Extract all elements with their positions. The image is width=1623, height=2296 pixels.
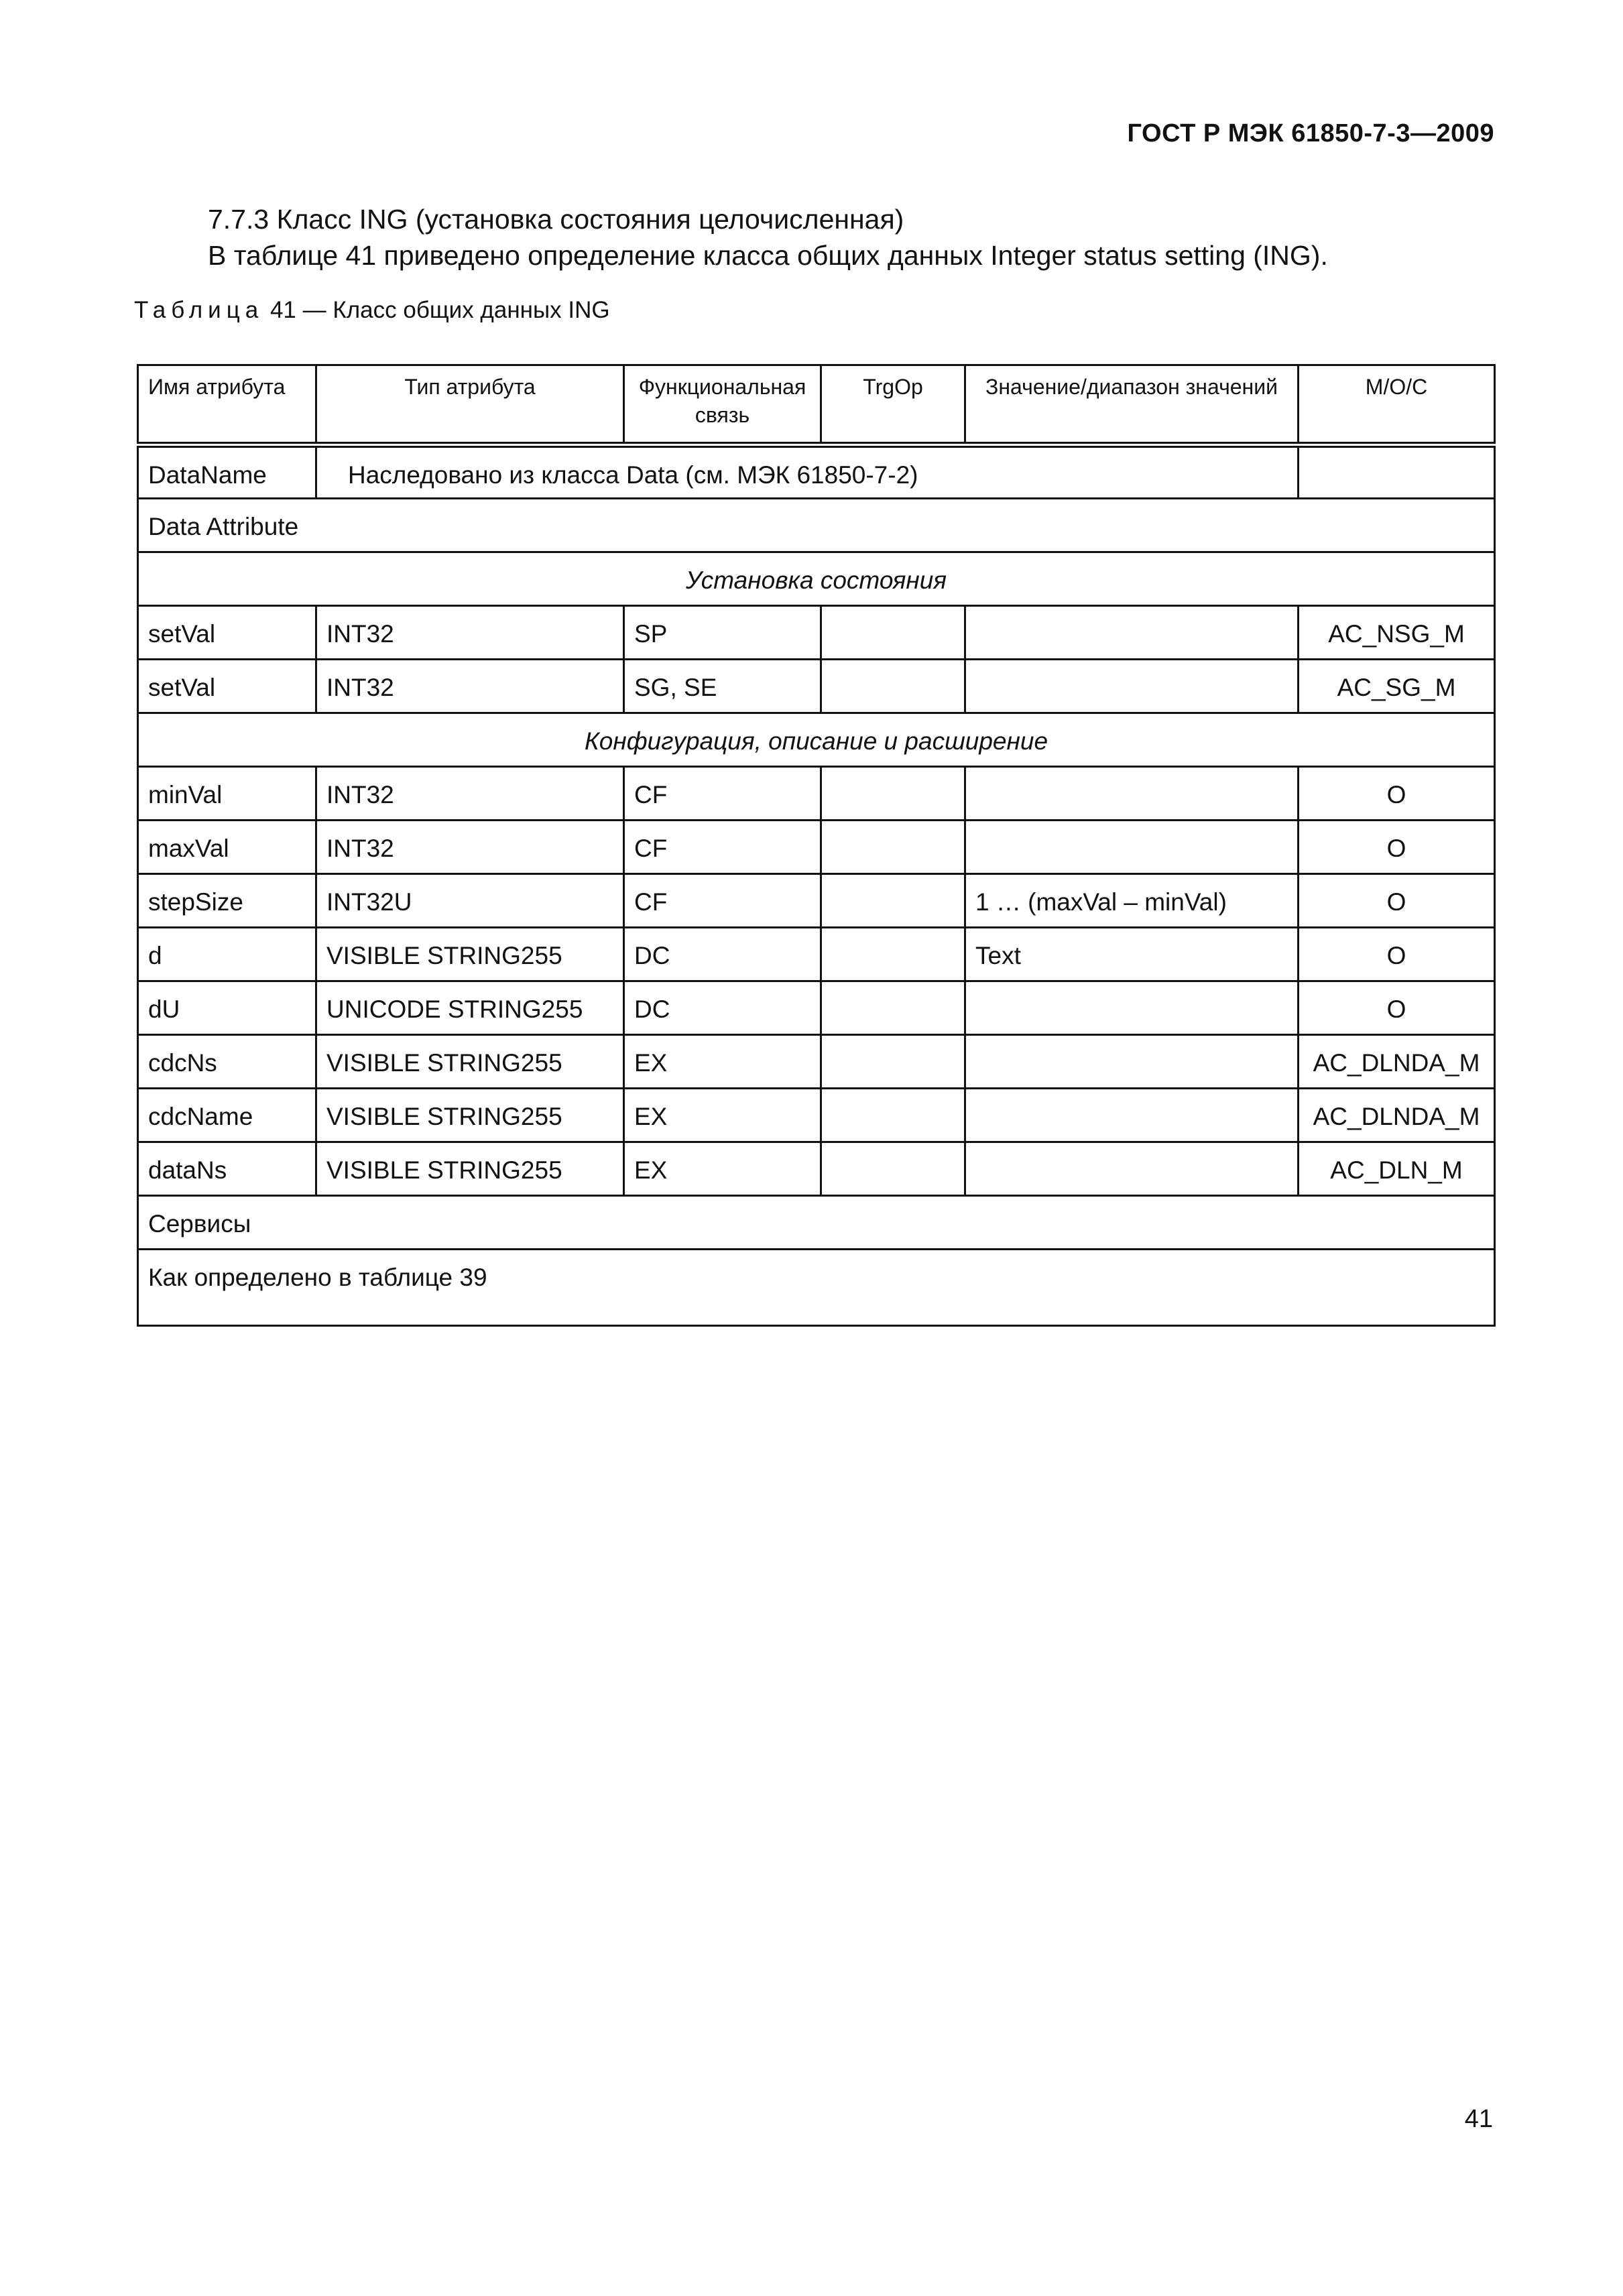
data-attribute-row: [138, 499, 1495, 552]
attribute-name: minVal: [138, 767, 316, 821]
functional-constraint: DC: [624, 928, 821, 981]
functional-constraint: EX: [624, 1142, 821, 1196]
data-attribute-label: Data Attribute: [138, 499, 1495, 552]
moc-cell: O: [1299, 874, 1495, 928]
attribute-name: setVal: [138, 660, 316, 713]
attribute-name: dU: [138, 981, 316, 1035]
functional-constraint: CF: [624, 821, 821, 874]
trgop-cell: [821, 1142, 965, 1196]
column-header: Имя атрибута: [138, 365, 316, 445]
attribute-type: INT32U: [316, 874, 624, 928]
services-label-row: [138, 1196, 1495, 1250]
moc-cell: [1299, 445, 1495, 499]
page-number: 41: [1464, 2105, 1493, 2133]
attribute-type: VISIBLE STRING255: [316, 1035, 624, 1089]
attribute-type: VISIBLE STRING255: [316, 928, 624, 981]
trgop-cell: [821, 660, 965, 713]
value-range: 1 … (maxVal – minVal): [965, 874, 1299, 928]
functional-constraint: DC: [624, 981, 821, 1035]
attribute-name: dataNs: [138, 1142, 316, 1196]
column-header: Значение/диапазон значений: [965, 365, 1299, 445]
trgop-cell: [821, 928, 965, 981]
trgop-cell: [821, 1089, 965, 1142]
trgop-cell: [821, 874, 965, 928]
value-range: Text: [965, 928, 1299, 981]
table-row: [138, 981, 1495, 1035]
functional-constraint: EX: [624, 1035, 821, 1089]
moc-cell: O: [1299, 821, 1495, 874]
value-range: [965, 981, 1299, 1035]
table-row: [138, 1142, 1495, 1196]
attribute-name: d: [138, 928, 316, 981]
table-row: [138, 821, 1495, 874]
value-range: [965, 1035, 1299, 1089]
table-row: [138, 606, 1495, 660]
document-standard-id: ГОСТ Р МЭК 61850-7-3—2009: [1127, 119, 1494, 147]
services-label: Сервисы: [138, 1196, 1495, 1250]
dataname-row: [138, 445, 1495, 499]
value-range: [965, 821, 1299, 874]
value-range: [965, 606, 1299, 660]
attribute-type: INT32: [316, 660, 624, 713]
value-range: [965, 660, 1299, 713]
attribute-name: maxVal: [138, 821, 316, 874]
functional-constraint: SG, SE: [624, 660, 821, 713]
value-range: [965, 1142, 1299, 1196]
attribute-name: stepSize: [138, 874, 316, 928]
trgop-cell: [821, 821, 965, 874]
functional-constraint: CF: [624, 767, 821, 821]
inherited-note: Наследовано из класса Data (см. МЭК 61850-7-2): [316, 445, 1299, 499]
group-header-row: [138, 552, 1495, 606]
section-intro: В таблице 41 приведено определение класса общих данных Integer status setting (ING).: [208, 240, 1328, 271]
column-header: М/О/С: [1299, 365, 1495, 445]
attribute-type: VISIBLE STRING255: [316, 1142, 624, 1196]
attribute-name: DataName: [138, 445, 316, 499]
value-range: [965, 767, 1299, 821]
moc-cell: AC_DLN_M: [1299, 1142, 1495, 1196]
services-text-row: [138, 1250, 1495, 1326]
column-header: Тип атрибута: [316, 365, 624, 445]
table-caption-label: Таблица: [134, 297, 264, 323]
group-title: Установка состояния: [138, 552, 1495, 606]
attribute-type: INT32: [316, 767, 624, 821]
table-caption-text: 41 — Класс общих данных ING: [269, 297, 610, 323]
trgop-cell: [821, 981, 965, 1035]
attribute-type: INT32: [316, 606, 624, 660]
group-title: Конфигурация, описание и расширение: [138, 713, 1495, 767]
section-heading: 7.7.3 Класс ING (установка состояния целочисленная): [208, 204, 904, 235]
attribute-name: cdcName: [138, 1089, 316, 1142]
table-row: [138, 874, 1495, 928]
table-row: [138, 660, 1495, 713]
attribute-table: [137, 364, 1496, 1327]
trgop-cell: [821, 767, 965, 821]
table-row: [138, 767, 1495, 821]
moc-cell: O: [1299, 981, 1495, 1035]
trgop-cell: [821, 1035, 965, 1089]
moc-cell: AC_NSG_M: [1299, 606, 1495, 660]
services-text: Как определено в таблице 39: [138, 1250, 1495, 1326]
attribute-type: UNICODE STRING255: [316, 981, 624, 1035]
column-header: Функциональная связь: [624, 365, 821, 445]
section-text: [208, 201, 1328, 274]
trgop-cell: [821, 606, 965, 660]
table-row: [138, 928, 1495, 981]
table-header-row: [138, 365, 1495, 445]
attribute-name: cdcNs: [138, 1035, 316, 1089]
attribute-name: setVal: [138, 606, 316, 660]
value-range: [965, 1089, 1299, 1142]
table-row: [138, 1089, 1495, 1142]
moc-cell: O: [1299, 928, 1495, 981]
attribute-type: INT32: [316, 821, 624, 874]
functional-constraint: CF: [624, 874, 821, 928]
moc-cell: AC_DLNDA_M: [1299, 1035, 1495, 1089]
functional-constraint: EX: [624, 1089, 821, 1142]
group-header-row: [138, 713, 1495, 767]
table-row: [138, 1035, 1495, 1089]
moc-cell: O: [1299, 767, 1495, 821]
table-caption: [134, 297, 610, 324]
attribute-type: VISIBLE STRING255: [316, 1089, 624, 1142]
column-header: TrgOp: [821, 365, 965, 445]
moc-cell: AC_SG_M: [1299, 660, 1495, 713]
moc-cell: AC_DLNDA_M: [1299, 1089, 1495, 1142]
functional-constraint: SP: [624, 606, 821, 660]
